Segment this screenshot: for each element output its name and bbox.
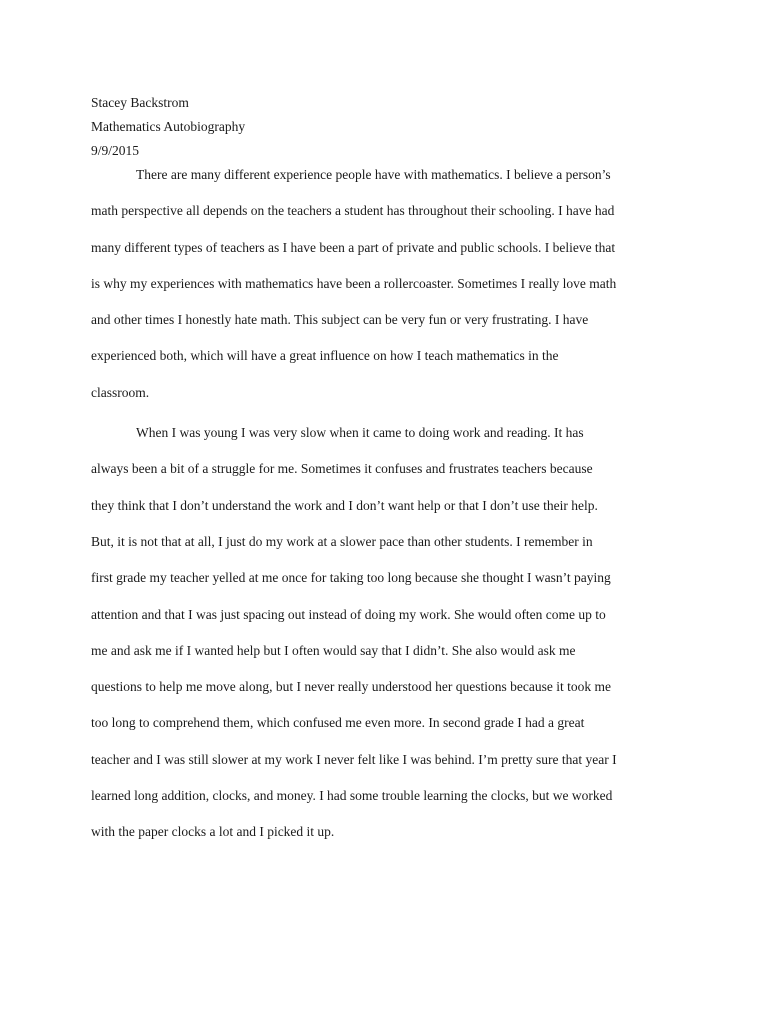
paragraph-line: But, it is not that at all, I just do my work at a slower pace than other students. I remember in (91, 533, 593, 549)
paragraph-line: first grade my teacher yelled at me once for taking too long because she thought I wasn’t paying (91, 570, 611, 586)
paragraph-line: classroom. (91, 384, 150, 400)
paragraph-line: questions to help me move along, but I never really understood her questions because it took me (91, 679, 612, 695)
paragraph-line: always been a bit of a struggle for me. Sometimes it confuses and frustrates teachers because (91, 461, 593, 477)
paragraph-line: with the paper clocks a lot and I picked it up. (91, 824, 335, 840)
paragraph-line: many different types of teachers as I have been a part of private and public schools. I believe that (91, 239, 616, 255)
paragraph-line: is why my experiences with mathematics have been a rollercoaster. Sometimes I really love math (91, 275, 617, 291)
paragraph-line: attention and that I was just spacing out instead of doing my work. She would often come up to (91, 606, 606, 622)
paragraph-line: teacher and I was still slower at my work I never felt like I was behind. I’m pretty sure that year I (91, 751, 617, 767)
paragraph-line: and other times I honestly hate math. This subject can be very fun or very frustrating. I have (91, 312, 589, 328)
paragraph-2 (91, 415, 691, 851)
paragraph-line: When I was young I was very slow when it came to doing work and reading. It has (136, 425, 584, 441)
paragraph-line: math perspective all depends on the teachers a student has throughout their schooling. I have had (91, 203, 615, 219)
paragraph-1 (91, 157, 691, 411)
document-date: 9/9/2015 (91, 143, 140, 158)
paragraph-line: There are many different experience people have with mathematics. I believe a person’s (136, 167, 611, 182)
paragraph-line: they think that I don’t understand the work and I don’t want help or that I don’t use their help. (91, 497, 598, 513)
paragraph-line: me and ask me if I wanted help but I often would say that I didn’t. She also would ask me (91, 642, 576, 658)
paragraph-line: too long to comprehend them, which confused me even more. In second grade I had a great (91, 715, 585, 731)
paragraph-line: learned long addition, clocks, and money. I had some trouble learning the clocks, but we worked (91, 788, 613, 804)
author-name: Stacey Backstrom (91, 95, 189, 110)
document-title: Mathematics Autobiography (91, 119, 246, 134)
paragraph-line: experienced both, which will have a great influence on how I teach mathematics in the (91, 348, 559, 364)
document-body (91, 91, 691, 851)
